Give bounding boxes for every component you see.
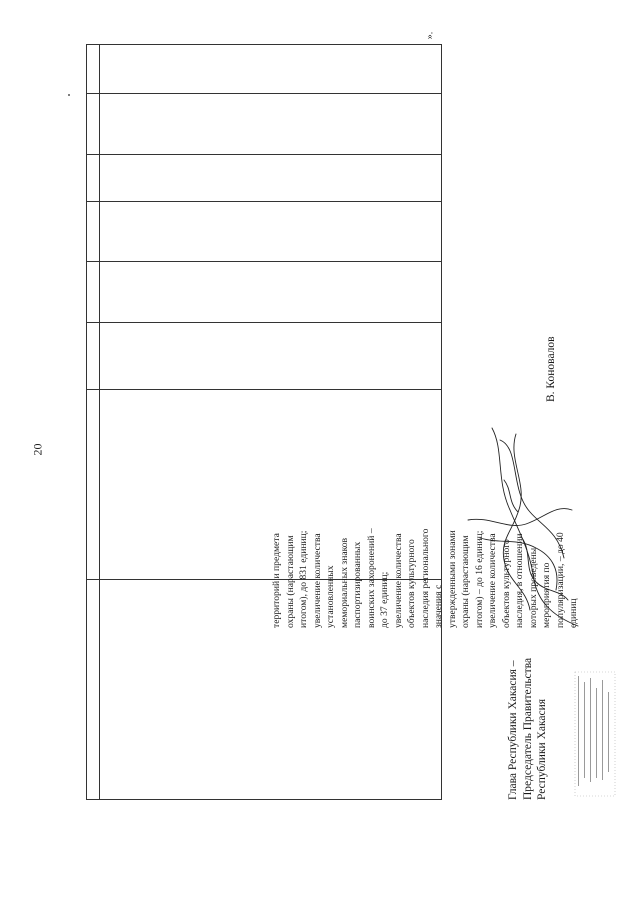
table-column-divider bbox=[86, 201, 442, 202]
data-table bbox=[86, 44, 442, 800]
table-column-divider bbox=[86, 154, 442, 155]
table-column-divider bbox=[86, 322, 442, 323]
scan-speck bbox=[68, 94, 70, 96]
stamp bbox=[574, 670, 618, 800]
table-column-divider bbox=[86, 389, 442, 390]
signatory-title: Глава Республики Хакасия – Председатель Правительства Республики Хакасия bbox=[507, 657, 548, 800]
signatory-name: В. Коновалов bbox=[545, 336, 557, 402]
page-number: 20 bbox=[30, 443, 45, 456]
table-cell-text: территорий и предмета охраны (нарастающим итогом), до 831 единиц; увеличение количества установленных мемориальных знаков паспортизированных воинских захоронений – до 37 единиц; увеличение количества объектов культурного наследия регионального значения с утвержденными зонами охраны (нарастающим итогом) – до 16 единиц; увеличение количества объектов культурного наследия, в отношении которых проведены мероприятия по популяризации, – до 40 единиц bbox=[271, 528, 579, 628]
table-row-divider bbox=[99, 44, 100, 800]
table-column-divider bbox=[86, 93, 442, 94]
table-column-divider bbox=[86, 261, 442, 262]
corner-mark: ». bbox=[424, 31, 436, 40]
handwritten-signature bbox=[460, 420, 590, 630]
